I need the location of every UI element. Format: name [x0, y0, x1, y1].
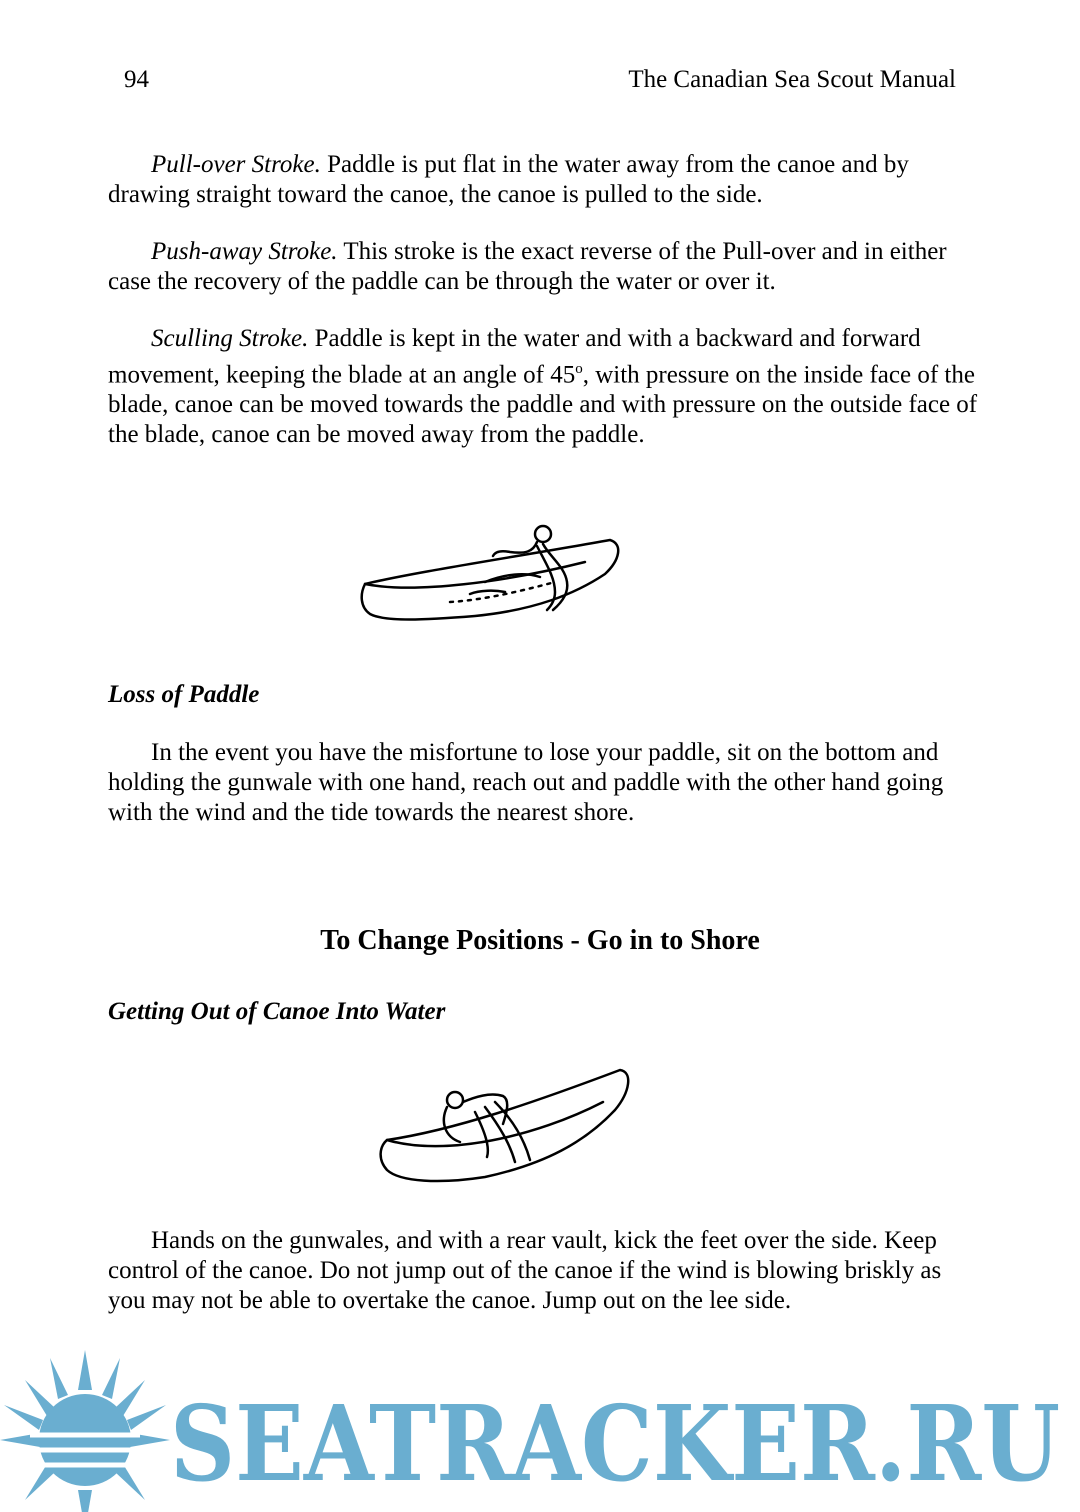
degree-superscript: o — [575, 361, 583, 377]
canoe-exit-illustration — [375, 1062, 635, 1192]
paragraph-loss-of-paddle: In the event you have the misfortune to lose your paddle, sit on the bottom and holding the gunwale with one hand, reach out and paddle with the other hand going with the wind and the tide towards the nearest shore. — [108, 739, 944, 826]
watermark-sun-logo — [0, 1350, 1080, 1512]
subheading-loss-of-paddle: Loss of Paddle — [108, 681, 260, 708]
text-sculling-stroke-a: Paddle is kept in the water and with a backward and forward movement, keeping the blade at an angle of 45 — [108, 325, 921, 389]
paragraph-getting-out: Hands on the gunwales, and with a rear vault, kick the feet over the side. Keep control of the canoe. Do not jump out of the canoe if the wind is blowing briskly as you may not be able to overtake the canoe. Jump out on the lee side. — [108, 1227, 942, 1314]
subheading-getting-out: Getting Out of Canoe Into Water — [108, 998, 446, 1025]
paragraph-sculling-stroke — [108, 324, 980, 450]
term-sculling-stroke: Sculling Stroke. — [151, 325, 309, 352]
term-pull-over-stroke: Pull-over Stroke. — [151, 151, 321, 178]
section-heading-change-positions: To Change Positions - Go in to Shore — [320, 925, 760, 956]
page-number: 94 — [124, 66, 149, 93]
canoe-sculling-illustration — [355, 522, 625, 627]
running-title: The Canadian Sea Scout Manual — [628, 66, 956, 93]
paragraph-push-away-stroke — [108, 237, 980, 297]
watermark-text: SEATRACKER.RU — [170, 1382, 1060, 1505]
term-push-away-stroke: Push-away Stroke. — [151, 238, 338, 265]
text-sculling-stroke-b: , with pressure on the inside face of the blade, canoe can be moved towards the paddle and with pressure on the outside face of the blade, canoe can be moved away from the paddle. — [108, 361, 978, 449]
text-push-away-stroke: This stroke is the exact reverse of the Pull-over and in either case the recovery of the paddle can be through the water or over it. — [108, 238, 947, 295]
paragraph-pull-over-stroke — [108, 150, 980, 210]
text-pull-over-stroke: Paddle is put flat in the water away from the canoe and by drawing straight toward the canoe, the canoe is pulled to the side. — [108, 151, 909, 208]
